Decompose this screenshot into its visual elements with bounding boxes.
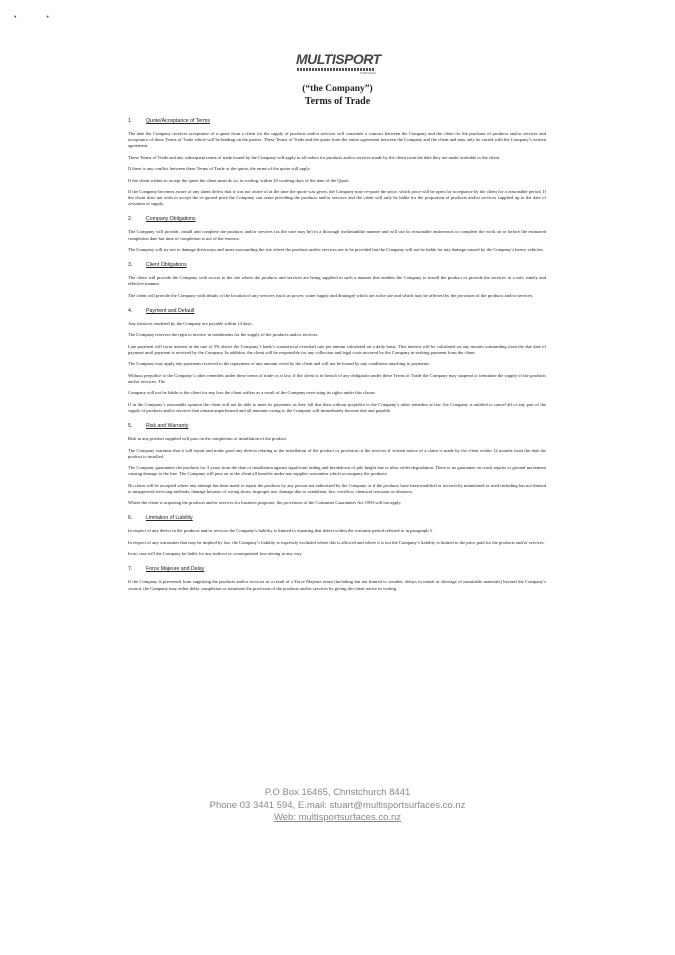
section-paragraph: If the client wishes to accept the quote the client must do so, in writing, within 20 working days of the date of the Quote.: [128, 177, 350, 183]
section-paragraph: The Company guarantees the products for 3 years from the date of installation against significant fading and breakdown of pile height due to ultra violet degradation. There is no guarantee on crack repairs or ground movement causing damage to the line. The Company will pass on to the client all benefits under any supplier warranties which accompany the products.: [128, 465, 546, 477]
section-paragraph: The client will provide the Company with access to the site where the products and services are being supplied in such a manner that enables the Company to install the product or provide the services in a safe, timely and effective manner.: [128, 275, 546, 287]
section-paragraph: If in the Company’s reasonable opinion the client will not be able to meet its payments as they fall due then without prejudice to the Company’s other remedies at law, the Company is entitled to cancel all or any part of the supply of products and/or services that remain unperformed and all amounts owing to the Company will immediately become due and payable.: [128, 401, 546, 413]
footer-address: P.O Box 16465, Christchurch 8441: [264, 787, 411, 798]
section-paragraph: If the Company becomes aware of any latent defect that it was not aware of at the time the quote was given, the Company may re-quote the price, which price will be open for acceptance by the client for a reasonable period. If the client does not wish to accept the re-quoted price the Company can cease providing the products and/or services and the client will only be liable for the proportion of products and/or services supplied up to the date of cessation of supply.: [128, 189, 546, 207]
terms-section: [128, 216, 546, 253]
section-title: Limitation of Liability: [146, 515, 193, 522]
section-heading: [128, 423, 546, 430]
section-paragraph: If the Company is prevented from supplying the products and/or services as a result of a Force Majeure event (including but not limited to weather, delays in transit or shortage of unsuitable materials) beyond the Company’s control, the Company may either delay completion or terminate the provision of the products and/or services by giving the client notice in writing.: [128, 579, 546, 591]
section-number: 6.: [128, 515, 133, 522]
footer-web-link[interactable]: Web: multisportsurfaces.co.nz: [273, 812, 402, 823]
section-heading: [128, 308, 546, 315]
section-paragraph: The Company warrants that it will repair and make good any defects relating to the installation of the product or provision of the services if written notice of a claim is made by the client within 12 months from the date the product is installed.: [128, 447, 546, 459]
section-title: Risk and Warranty: [146, 423, 189, 430]
section-paragraph: The client will provide the Company with details of the location of any services (such as power, water supply and drainage) which are at the site and which may be affected by the provision of the products and/or services.: [128, 292, 534, 298]
terms-section: [128, 262, 546, 299]
section-number: 4.: [128, 307, 133, 314]
section-number: 5.: [128, 423, 133, 430]
section-paragraph: The Company may apply any payments received to the repayment of any amount owed by the client and will not be bound by any conditions attaching to payments.: [128, 361, 431, 367]
terms-section: [128, 515, 546, 557]
terms-section: [128, 566, 546, 591]
terms-section: [128, 118, 546, 207]
section-paragraph: Company will not be liable to the client for any loss the client suffers as a result of the Company exercising its rights under this clause.: [128, 390, 376, 396]
section-number: 3.: [128, 262, 133, 269]
section-paragraph: These Terms of Trade and any subsequent terms of trade issued by the Company will apply to all orders for products and/or services made by the client from the date they are made available to the client.: [128, 154, 501, 160]
section-heading: [128, 118, 546, 125]
section-paragraph: In respect of any warranties that may be implied by law, the Company’s liability is expressly excluded where this is allowed and where it is not the Company’s liability is limited to the price paid for the products and/or services.: [128, 539, 545, 545]
logo-subtitle: SURFACES: [359, 71, 376, 75]
section-title: Company Obligations: [146, 216, 196, 223]
section-paragraph: The Company will try not to damage driveways and areas surrounding the site where the products and/or services are to be provided but the Company will not be liable for any damage caused by the Company’s heavy vehicles.: [128, 246, 544, 252]
section-paragraph: The date the Company receives acceptance of a quote from a client for the supply of products and/or services will constitute a contract between the Company and the client for the purchase of products and/or services and acceptance of these Terms of Trade which will be binding on the parties. These Terms of Trade and the quote form the entire agreement between the Company and the client and may only be varied with the Company’s written agreement.: [128, 131, 546, 149]
terms-section: [128, 423, 546, 506]
section-paragraph: Risk in any product supplied will pass on the completion of installation of the product.: [128, 436, 288, 442]
document-title: Terms of Trade: [304, 96, 371, 107]
section-paragraph: The Company reserves the right to invoice in instalments for the supply of the products and/or services.: [128, 332, 319, 338]
logo-wordmark: MULTISPORT: [296, 51, 381, 67]
section-paragraph: The Company will provide, install and complete the products and/or services (as the case may be) in a thorough workmanlike manner and will use its reasonable endeavours to complete the work on or before the estimated completion date but time of completion is not of the essence.: [128, 229, 546, 241]
company-heading: (“the Company”): [302, 84, 373, 94]
section-number: 1.: [128, 118, 133, 124]
footer-contact: Phone 03 3441 594, E.mail: stuart@multisportsurfaces.co.nz: [209, 799, 466, 811]
scan-marks: • •: [14, 14, 63, 21]
section-paragraph: In respect of any defect in the products and/or services the Company’s liability is limited to repairing that defect within the warranty period referred to in paragraph 5.: [128, 528, 434, 534]
section-heading: [128, 566, 546, 573]
company-logo: [296, 51, 381, 75]
section-paragraph: If there is any conflict between these Terms of Trade or the quote, the terms of the quote will apply.: [128, 166, 311, 172]
section-paragraph: In no case will the Company be liable for any indirect or consequential loss arising in any way.: [128, 551, 303, 557]
section-paragraph: Any invoices rendered by the Company are payable within 14 days.: [128, 320, 253, 326]
section-paragraph: No claim will be accepted where any attempt has been made to repair the products by any person not authorised by the Company or if the products have been modified or incorrectly maintained or used including but not limited to unapproved servicing methods, damage because of wrong shoes, improper use, damage due to vandalism, fire, overflow, chemical reactions or disasters.: [128, 482, 546, 494]
section-heading: [128, 515, 546, 522]
section-paragraph: Without prejudice to the Company’s other remedies under these terms of trade or at law, if the client is in breach of any obligation under these Terms of Trade the Company may suspend or terminate the supply of the products and/or services. The: [128, 372, 546, 384]
section-title: Quote/Acceptance of Terms: [146, 118, 210, 124]
section-number: 2.: [128, 216, 133, 223]
terms-body: [128, 118, 546, 601]
terms-section: [128, 308, 546, 414]
section-number: 7.: [128, 566, 133, 573]
section-title: Client Obligations: [146, 262, 187, 269]
footer: [0, 787, 675, 825]
section-heading: [128, 216, 546, 223]
section-heading: [128, 262, 546, 269]
section-title: Payment and Default: [146, 307, 195, 314]
section-title: Force Majeure and Delay: [146, 566, 205, 573]
section-paragraph: Late payment will incur interest at the rate of 5% above the Company’s bank’s commercial overdraft rate per annum calculated on a daily basis. This interest will be calculated on any monies outstanding from the due date of payment until payment is received by the Company. In addition, the client will be responsible for any collection and legal costs incurred by the Company in seeking payment from the client.: [128, 343, 546, 355]
section-paragraph: Where the client is acquiring the products and/or services for business purposes, the provisions of the Consumer Guarantees Act 1993 will not apply.: [128, 500, 402, 506]
